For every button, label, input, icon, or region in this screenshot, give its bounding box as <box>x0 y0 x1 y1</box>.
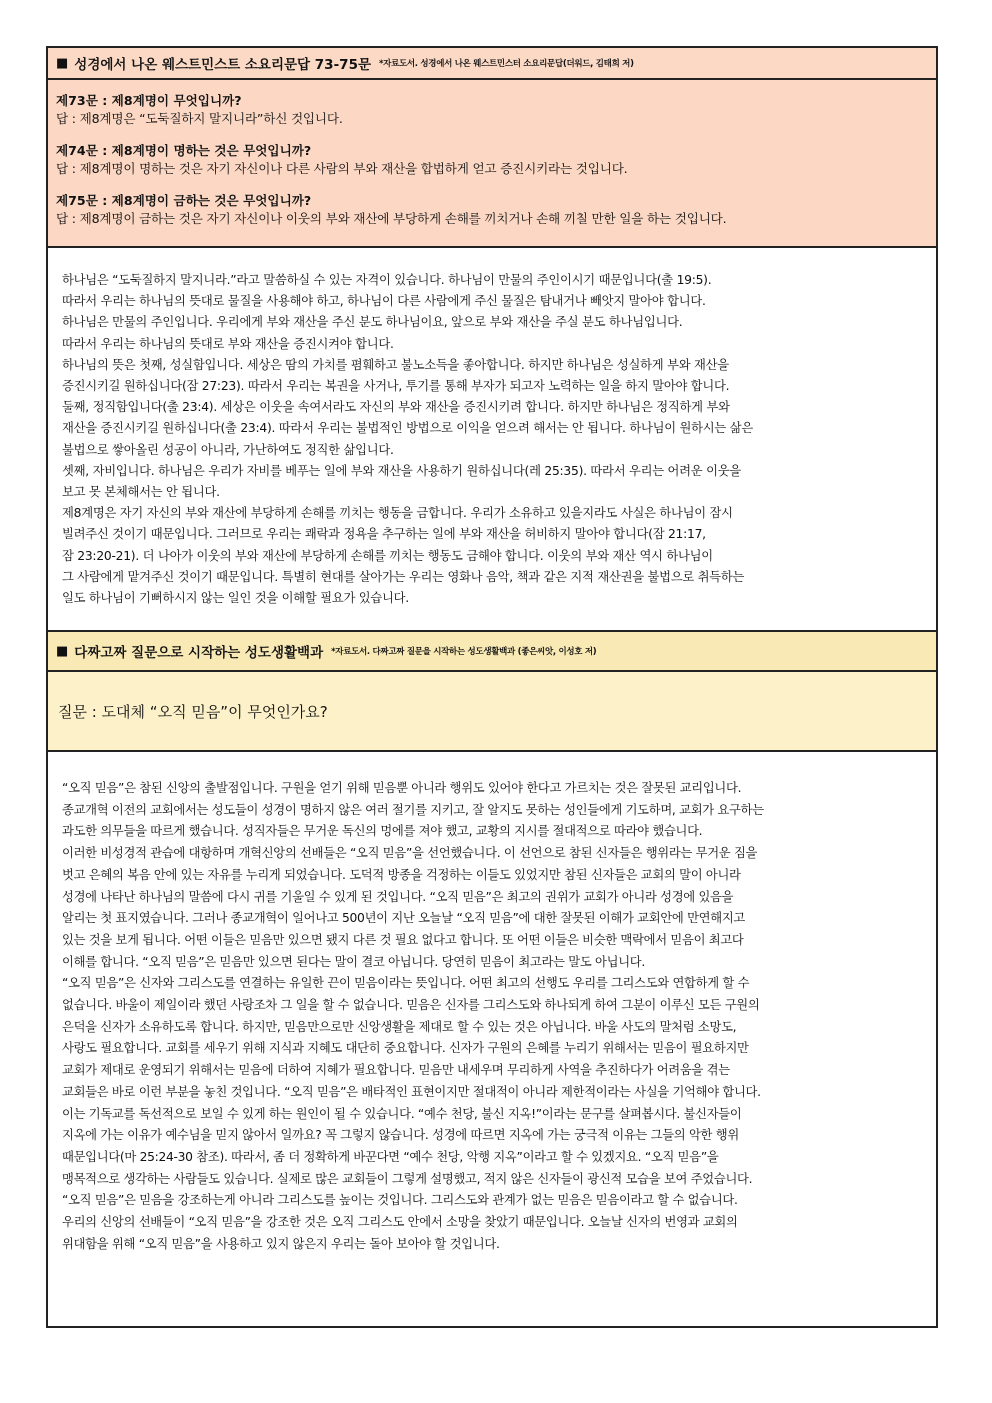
paragraph-line: 보고 못 본체해서는 안 됩니다. <box>62 485 220 500</box>
section-title: 다짜고짜 질문으로 시작하는 성도생활백과 <box>74 645 324 661</box>
paragraph-line: 따라서 우리는 하나님의 뜻대로 물질을 사용해야 하고, 하나님이 다른 사람에게 주신 물질은 탐내거나 빼앗지 말아야 합니다. <box>62 294 706 309</box>
section-header-faith <box>48 632 936 672</box>
paragraph-line: 하나님의 뜻은 첫째, 성실함입니다. 세상은 땀의 가치를 폄훼하고 불노소득을 좋아합니다. 하지만 하나님은 성실하게 부와 재산을 <box>62 357 729 372</box>
paragraph-line: 빌려주신 것이기 때문입니다. 그러므로 우리는 쾌락과 정욕을 추구하는 일에 부와 재산을 허비하지 말아야 합니다(잠 21:17, <box>62 527 706 542</box>
section-reference: *자료도서. 성경에서 나온 웨스트민스터 소요리문답(더워드, 김태희 저) <box>379 59 634 69</box>
paragraph-line: 교회가 제대로 운영되기 위해서는 믿음에 더하여 지혜가 필요합니다. 믿음만 내세우며 무리하게 사역을 추진하다가 어려움을 겪는 <box>62 1063 730 1078</box>
paragraph-line: 증진시키길 원하십니다(잠 27:23). 따라서 우리는 복권을 사거나, 투기를 통해 부자가 되고자 노력하는 일을 하지 말아야 합니다. <box>62 379 730 394</box>
paragraph-line: 없습니다. 바울이 제일이라 했던 사랑조차 그 일을 할 수 없습니다. 믿음은 신자를 그리스도와 하나되게 하여 그분이 이루신 모든 구원의 <box>62 998 760 1013</box>
paragraph-line: 있는 것을 보게 됩니다. 어떤 이들은 믿음만 있으면 됐지 다른 것 필요 없다고 합니다. 또 어떤 이들은 비슷한 맥락에서 믿음이 최고다 <box>62 932 744 947</box>
answer-74: 답 : 제8계명이 명하는 것은 자기 자신이나 다른 사람의 부와 재산을 합법하게 얻고 증진시키라는 것입니다. <box>56 161 628 176</box>
paragraph-line: 맹목적으로 생각하는 사람들도 있습니다. 실제로 많은 교회들이 그렇게 설명했고, 적지 않은 신자들이 광신적 모습을 보여 주었습니다. <box>62 1171 753 1186</box>
paragraph-line: 불법으로 쌓아올린 성공이 아니라, 가난하여도 정직한 삶입니다. <box>62 442 394 457</box>
paragraph-line: 따라서 우리는 하나님의 뜻대로 부와 재산을 증진시켜야 합니다. <box>62 336 394 351</box>
catechism-qa-block <box>48 80 936 248</box>
paragraph-line: 하나님은 만물의 주인입니다. 우리에게 부와 재산을 주신 분도 하나님이요, 앞으로 부와 재산을 주실 분도 하나님입니다. <box>62 315 683 330</box>
commentary-sola-fide <box>48 752 936 1326</box>
paragraph-line: 잠 23:20-21). 더 나아가 이웃의 부와 재산에 부당하게 손해를 끼치는 행동도 금해야 합니다. 이웃의 부와 재산 역시 하나님이 <box>62 548 713 563</box>
paragraph-line: 사랑도 필요합니다. 교회를 세우기 위해 지식과 지혜도 대단히 중요합니다. 신자가 구원의 은혜를 누리기 위해서는 믿음이 필요하지만 <box>62 1041 749 1056</box>
paragraph-line: 위대함을 위해 “오직 믿음”을 사용하고 있지 않은지 우리는 돌아 보아야 할 것입니다. <box>62 1236 500 1251</box>
paragraph-line: 이러한 비성경적 관습에 대항하며 개혁신앙의 선배들은 “오직 믿음”을 선언했습니다. 이 선언으로 참된 신자들은 행위라는 무거운 짐을 <box>62 846 758 861</box>
paragraph-line: 제8계명은 자기 자신의 부와 재산에 부당하게 손해를 끼치는 행동을 금합니다. 우리가 소유하고 있을지라도 사실은 하나님이 잠시 <box>62 506 733 521</box>
paragraph-line: 은덕을 신자가 소유하도록 합니다. 하지만, 믿음만으로만 신앙생활을 제대로 할 수 있는 것은 아닙니다. 바울 사도의 말처럼 소망도, <box>62 1019 737 1034</box>
paragraph-line: 셋째, 자비입니다. 하나님은 우리가 자비를 베푸는 일에 부와 재산을 사용하기 원하십니다(레 25:35). 따라서 우리는 어려운 이웃을 <box>62 463 741 478</box>
square-bullet-icon: ■ <box>56 55 69 71</box>
question-74: 제74문 : 제8계명이 명하는 것은 무엇입니까? <box>56 143 312 158</box>
section-reference: *자료도서. 다짜고짜 질문을 시작하는 성도생활백과 (좋은씨앗, 이성호 저) <box>331 647 597 657</box>
paragraph-line: 알리는 첫 표지였습니다. 그러나 종교개혁이 일어나고 500년이 지난 오늘날 “오직 믿음”에 대한 잘못된 이해가 교회안에 만연해지고 <box>62 911 745 926</box>
paragraph-line: “오직 믿음”은 신자와 그리스도를 연결하는 유일한 끈이 믿음이라는 뜻입니다. 어떤 최고의 선행도 우리를 그리스도와 연합하게 할 수 <box>62 976 750 991</box>
section-header-catechism <box>48 48 936 80</box>
paragraph-line: 재산을 증진시키길 원하십니다(출 23:4). 따라서 우리는 불법적인 방법으로 이익을 얻으려 해서는 안 됩니다. 하나님이 원하시는 삶은 <box>62 421 753 436</box>
paragraph-line: 과도한 의무들을 따르게 했습니다. 성직자들은 무거운 독신의 멍에를 져야 했고, 교황의 지시를 절대적으로 따라야 했습니다. <box>62 824 703 839</box>
paragraph-line: 이해를 합니다. “오직 믿음”은 믿음만 있으면 된다는 말이 결코 아닙니다. 당연히 믿음이 최고라는 말도 아닙니다. <box>62 954 645 969</box>
question-73: 제73문 : 제8계명이 무엇입니까? <box>56 93 242 108</box>
question-box <box>48 672 936 752</box>
paragraph-line: 일도 하나님이 기뻐하시지 않는 일인 것을 이해할 필요가 있습니다. <box>62 591 409 606</box>
paragraph-line: 우리의 신앙의 선배들이 “오직 믿음”을 강조한 것은 오직 그리스도 안에서 소망을 찾았기 때문입니다. 오늘날 신자의 번영과 교회의 <box>62 1215 738 1230</box>
document-sheet <box>46 46 938 1328</box>
paragraph-line: “오직 믿음”은 믿음을 강조하는게 아니라 그리스도를 높이는 것입니다. 그리스도와 관계가 없는 믿음은 믿음이라고 할 수 없습니다. <box>62 1193 738 1208</box>
paragraph-line: 그 사람에게 맡겨주신 것이기 때문입니다. 특별히 현대를 살아가는 우리는 영화나 음악, 책과 같은 지적 재산권을 불법으로 취득하는 <box>62 569 745 584</box>
paragraph-line: 교회들은 바로 이런 부분을 놓친 것입니다. “오직 믿음”은 배타적인 표현이지만 절대적이 아니라 제한적이라는 사실을 기억해야 합니다. <box>62 1084 761 1099</box>
paragraph-line: 이는 기독교를 독선적으로 보일 수 있게 하는 원인이 될 수 있습니다. “예수 천당, 불신 지옥!”이라는 문구를 살펴봅시다. 불신자들이 <box>62 1106 742 1121</box>
paragraph-line: 둘째, 정직함입니다(출 23:4). 세상은 이웃을 속여서라도 자신의 부와 재산을 증진시키려 합니다. 하지만 하나님은 정직하게 부와 <box>62 400 730 415</box>
paragraph-line: 지옥에 가는 이유가 예수님을 믿지 않아서 일까요? 꼭 그렇지 않습니다. 성경에 따르면 지옥에 가는 궁극적 이유는 그들의 악한 행위 <box>62 1128 739 1143</box>
square-bullet-icon: ■ <box>56 643 69 659</box>
answer-73: 답 : 제8계명은 “도둑질하지 말지니라”하신 것입니다. <box>56 111 343 126</box>
paragraph-line: 성경에 나타난 하나님의 말씀에 다시 귀를 기울일 수 있게 된 것입니다. “오직 믿음”은 최고의 권위가 교회가 아니라 성경에 있음을 <box>62 889 734 904</box>
paragraph-line: 벗고 은혜의 복음 안에 있는 자유를 누리게 되었습니다. 도덕적 방종을 걱정하는 이들도 있었지만 참된 신자들은 교회의 말이 아니라 <box>62 867 741 882</box>
paragraph-line: 하나님은 “도둑질하지 말지니라.”라고 말씀하실 수 있는 자격이 있습니다. 하나님이 만물의 주인이시기 때문입니다(출 19:5). <box>62 273 712 287</box>
paragraph-line: 때문입니다(마 25:24-30 참조). 따라서, 좀 더 정확하게 바꾼다면 “예수 천당, 악행 지옥”이라고 할 수 있겠지요. “오직 믿음”을 <box>62 1149 719 1164</box>
section-title: 성경에서 나온 웨스트민스트 소요리문답 73-75문 <box>74 57 372 73</box>
question-text: 질문 : 도대체 “오직 믿음”이 무엇인가요? <box>58 702 328 721</box>
commentary-eighth-commandment <box>48 248 936 632</box>
answer-75: 답 : 제8계명이 금하는 것은 자기 자신이나 이웃의 부와 재산에 부당하게 손해를 끼치거나 손해 끼칠 만한 일을 하는 것입니다. <box>56 211 727 226</box>
paragraph-line: 종교개혁 이전의 교회에서는 성도들이 성경이 명하지 않은 여러 절기를 지키고, 잘 알지도 못하는 성인들에게 기도하며, 교회가 요구하는 <box>62 802 764 817</box>
question-75: 제75문 : 제8계명이 금하는 것은 무엇입니까? <box>56 193 312 208</box>
paragraph-line: “오직 믿음”은 참된 신앙의 출발점입니다. 구원을 얻기 위해 믿음뿐 아니라 행위도 있어야 한다고 가르치는 것은 잘못된 교리입니다. <box>62 781 742 795</box>
